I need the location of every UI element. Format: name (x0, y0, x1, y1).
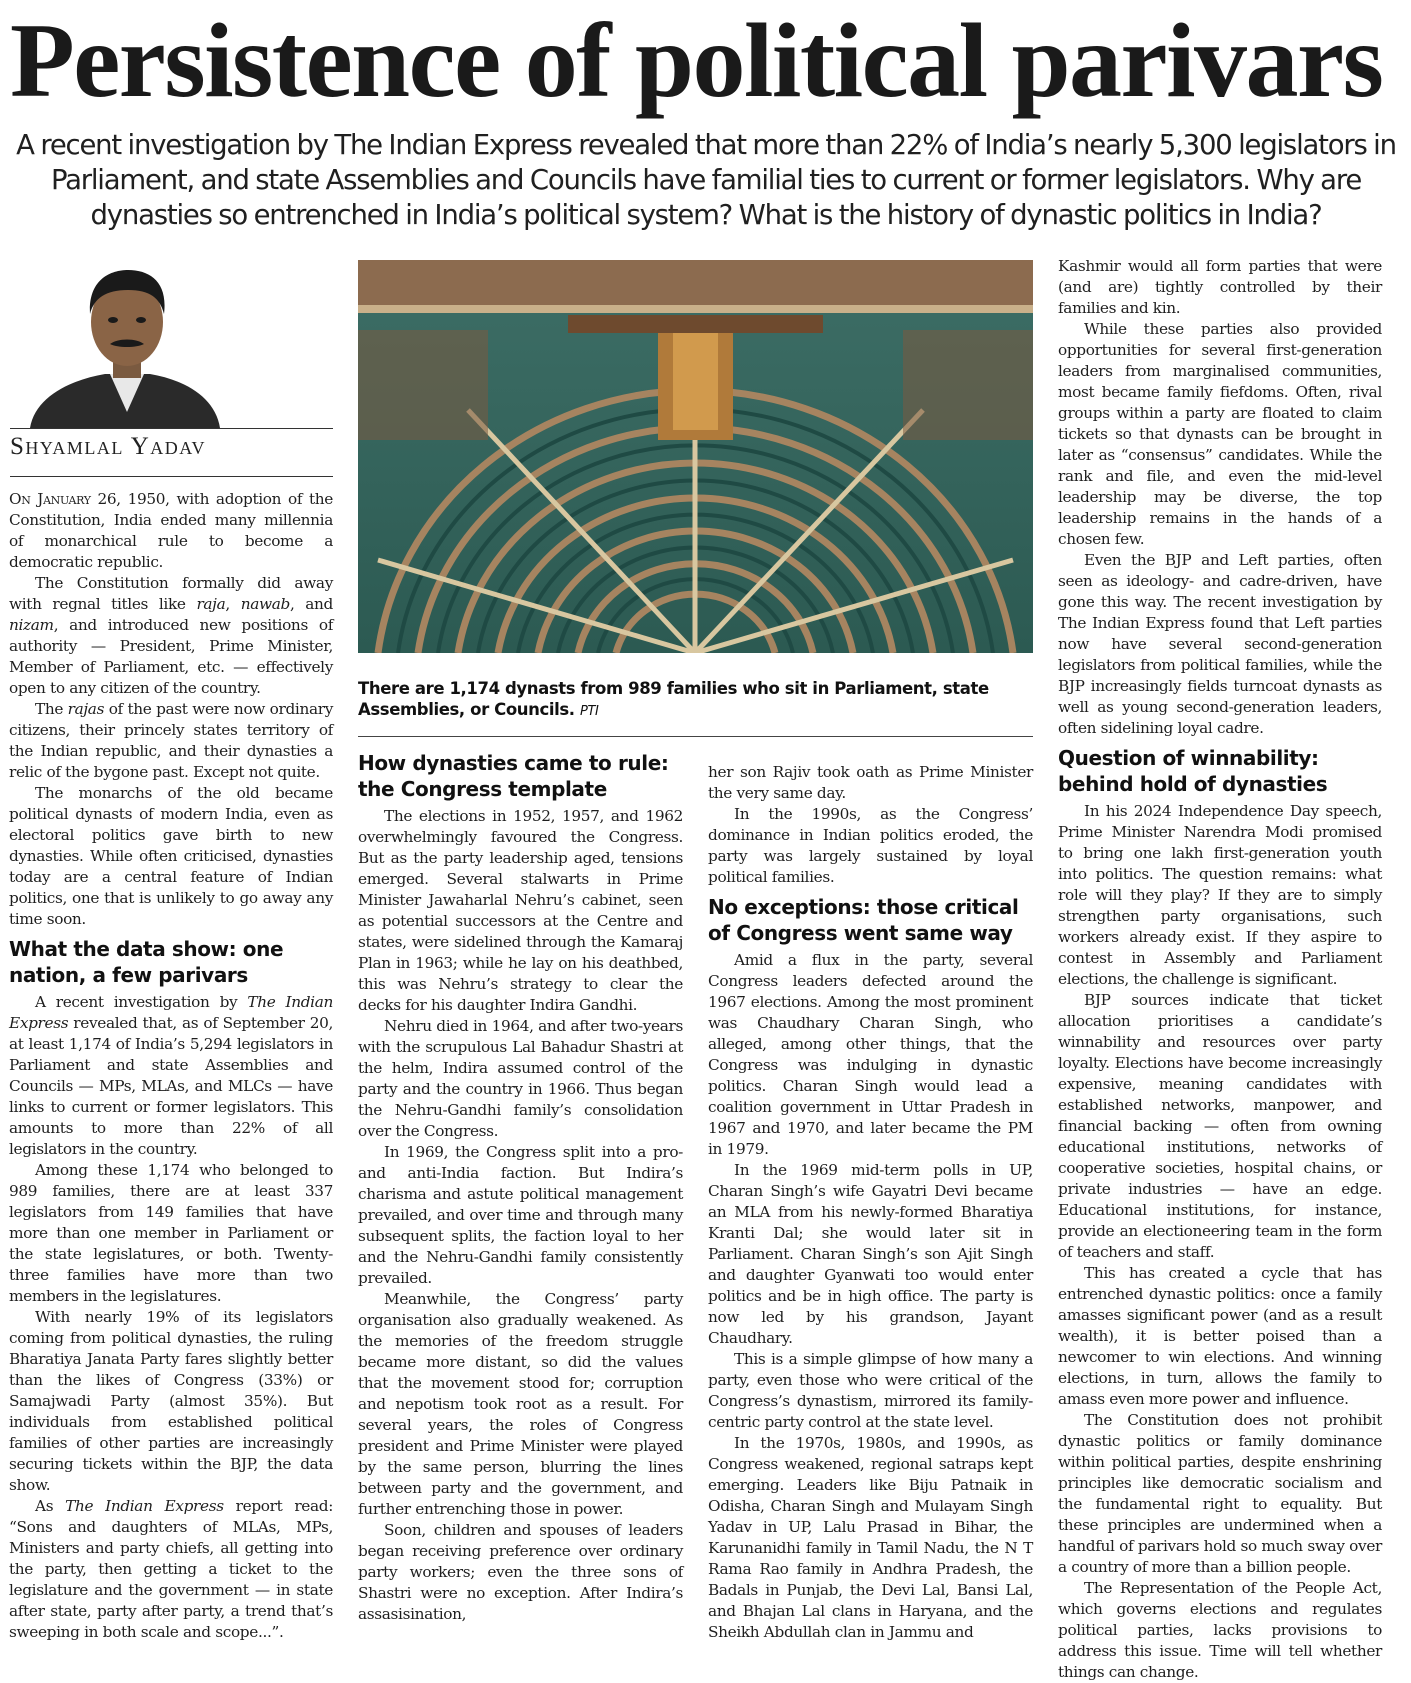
col4-para-0: Kashmir would all form parties that were (and are) tightly controlled by their families and kin. (1058, 257, 1382, 317)
caption-rule (358, 736, 1033, 737)
author-portrait (10, 262, 333, 428)
col3-para-4: This is a simple glimpse of how many a party, even those who were critical of the Congress’s dynastism, mirrored its family-centric party control at the state level. (708, 1350, 1033, 1431)
column-3 (708, 762, 1033, 1643)
column-1 (9, 489, 333, 1643)
col3-subhead: No exceptions: those critical of Congress went same way (708, 895, 1019, 945)
col1-para-3: The rajas of the past were now ordinary citizens, their princely states territory of the Indian republic, and their dynasties a relic of the bygone past. Except not quite. (9, 700, 333, 781)
col3-para-2: Amid a flux in the party, several Congress leaders defected around the 1967 elections. Among the most prominent was Chaudhary Charan Singh, who alleged, among other things, that the Congress was indulging in dynastic politics. Charan Singh would lead a coalition government in Uttar Pradesh in 1967 and 1970, and later became the PM in 1979. (708, 951, 1033, 1158)
col1-para-6: Among these 1,174 who belonged to 989 families, there are at least 337 legislators from 149 families that have more than one member in Parliament or the state legislatures, or both. Twenty-three families have more than two members in the legislatures. (9, 1161, 333, 1305)
col2-para-2: Nehru died in 1964, and after two-years with the scrupulous Lal Bahadur Shastri at the helm, Indira assumed control of the party and the country in 1966. Thus began the Nehru-Gandhi family’s consolidation over the Congress. (358, 1017, 683, 1140)
col2-para-4: Meanwhile, the Congress’ party organisation also gradually weakened. As the memories of the freedom struggle became more distant, so did the values that the movement stood for; corruption and nepotism took root as a result. For several years, the roles of Congress president and Prime Minister were played by the same person, blurring the lines between party and the government, and further entrenching those in power. (358, 1290, 683, 1518)
col3-para-5: In the 1970s, 1980s, and 1990s, as Congress weakened, regional satraps kept emerging. Leaders like Biju Patnaik in Odisha, Charan Singh and Mulayam Singh Yadav in UP, Lalu Prasad in Bihar, the Karunanidhi family in Tamil Nadu, the N T Rama Rao family in Andhra Pradesh, the Badals in Punjab, the Devi Lal, Bansi Lal, and Bhajan Lal clans in Haryana, and the Sheikh Abdullah clan in Jammu and (708, 1434, 1033, 1641)
col4-para-3: In his 2024 Independence Day speech, Prime Minister Narendra Modi promised to bring one lakh first-generation youth into politics. The question remains: what role will they play? If they are to simply strengthen party organisations, such workers already exist. If they aspire to contest in Assembly and Parliament elections, the challenge is significant. (1058, 802, 1382, 988)
col1-para-7: With nearly 19% of its legislators coming from political dynasties, the ruling Bharatiya Janata Party fares slightly better than the likes of Congress (33%) or Samajwadi Party (almost 35%). But individuals from established political families of other parties are increasingly securing tickets within the BJP, the data show. (9, 1308, 333, 1494)
col3-para-1: In the 1990s, as the Congress’ dominance in Indian politics eroded, the party was largely sustained by loyal political families. (708, 805, 1033, 886)
col1-para-1: On January 26, 1950, with adoption of the Constitution, India ended many millennia of monarchical rule to become a democratic republic. (9, 490, 333, 571)
photo-caption (358, 678, 1033, 722)
col2-para-3: In 1969, the Congress split into a pro- and anti-India faction. But Indira’s charisma and astute political management prevailed, and over time and through many subsequent splits, the faction loyal to her and the Nehru-Gandhi family consistently prevailed. (358, 1143, 683, 1287)
col1-para-5: A recent investigation by The Indian Express revealed that, as of September 20, at least 1,174 of India’s 5,294 legislators in Parliament and state Assemblies and Councils — MPs, MLAs, and MLCs — have links to current or former legislators. This amounts to more than 22% of all legislators in the country. (9, 993, 333, 1158)
column-2 (358, 750, 683, 1625)
headline: Persistence of political parivars (10, 2, 1383, 119)
standfirst: A recent investigation by The Indian Express revealed that more than 22% of India’s nearly 5,300 legislators in Parliament, and state Assemblies and Councils have familial ties to current or former legislators. Why are dynasties so entrenched in India’s political system? What is the history of dynastic politics in India? (16, 129, 1396, 231)
col4-para-4: BJP sources indicate that ticket allocation prioritises a candidate’s winnability and resources over party loyalty. Elections have become increasingly expensive, meaning candidates with established networks, manpower, and financial backing — often from owning educational institutions, networks of cooperative societies, hospital chains, or private industries — have an edge. Educational institutions, for instance, provide an electioneering team in the form of teachers and staff. (1058, 991, 1382, 1261)
col4-para-1: While these parties also provided opportunities for several first-generation leaders from marginalised communities, most became family fiefdoms. Often, rival groups within a party are floated to claim tickets so that dynasts can be brought in later as “consensus” candidates. While the rank and file, and even the mid-level leadership may be diverse, the top leadership remains in the hands of a chosen few. (1058, 320, 1382, 548)
col1-para-4: The monarchs of the old became political dynasts of modern India, even as electoral politics gave birth to new dynasties. While often criticised, dynasties today are a central feature of Indian politics, one that is unlikely to go away any time soon. (9, 784, 333, 928)
col1-subhead: What the data show: one nation, a few parivars (9, 937, 284, 987)
col4-para-5: This has created a cycle that has entrenched dynastic politics: once a family amasses significant power (and as a result wealth), it is better poised than a newcomer to win elections. And winning elections, in turn, allows the family to amass even more power and influence. (1058, 1264, 1382, 1408)
caption-text: There are 1,174 dynasts from 989 families who sit in Parliament, state Assemblies, or Councils. (358, 679, 989, 719)
byline-rule-bottom (10, 476, 333, 477)
col3-para-3: In the 1969 mid-term polls in UP, Charan Singh’s wife Gayatri Devi became an MLA from his newly-formed Bharatiya Kranti Dal; she would later sit in Parliament. Charan Singh’s son Ajit Singh and daughter Gyanwati too would enter politics and be in high office. The party is now led by his grandson, Jayant Chaudhary. (708, 1161, 1033, 1347)
col4-para-7: The Representation of the People Act, which governs elections and regulates political parties, lacks provisions to address this issue. Time will tell whether things can change. (1058, 1579, 1382, 1681)
col2-subhead: How dynasties came to rule: the Congress template (358, 751, 669, 801)
col4-para-6: The Constitution does not prohibit dynastic politics or family dominance within political parties, despite enshrining principles like democratic socialism and the fundamental right to equality. But these principles are undermined when a handful of parivars hold so much sway over a country of more than a billion people. (1058, 1411, 1382, 1576)
col4-para-2: Even the BJP and Left parties, often seen as ideology- and cadre-driven, have gone this way. The recent investigation by The Indian Express found that Left parties now have several second-generation legislators from political families, while the BJP increasingly fields turncoat dynasts as well as young second-generation leaders, often sidelining loyal cadre. (1058, 551, 1382, 737)
column-4 (1058, 256, 1382, 1683)
byline: Shyamlal Yadav (10, 433, 206, 460)
byline-rule-top (10, 428, 333, 429)
col2-para-5: Soon, children and spouses of leaders began receiving preference over ordinary party workers; even the three sons of Shastri were no exception. After Indira’s assasisination, (358, 1521, 683, 1623)
photo-credit: PTI (580, 704, 599, 719)
col3-para-0: her son Rajiv took oath as Prime Minister the very same day. (708, 763, 1033, 802)
col1-para-2: The Constitution formally did away with regnal titles like raja, nawab, and nizam, and introduced new positions of authority — President, Prime Minister, Member of Parliament, etc. — effectively open to any citizen of the country. (9, 574, 333, 697)
col2-para-1: The elections in 1952, 1957, and 1962 overwhelmingly favoured the Congress. But as the party leadership aged, tensions emerged. Several stalwarts in Prime Minister Jawaharlal Nehru’s cabinet, seen as potential successors at the Centre and states, were sidelined through the Kamaraj Plan in 1963; while he lay on his deathbed, this was Nehru’s strategy to clear the decks for his daughter Indira Gandhi. (358, 807, 683, 1014)
col1-para-8: As The Indian Express report read: “Sons and daughters of MLAs, MPs, Ministers and party chiefs, all getting into the party, then getting a ticket to the legislature and the government — in state after state, party after party, a trend that’s sweeping in both scale and scope...”. (9, 1497, 333, 1641)
col1-lead-in: On January 26, 1950, (9, 490, 170, 508)
col4-subhead: Question of winnability: behind hold of dynasties (1058, 746, 1328, 796)
parliament-chamber-photo (358, 260, 1033, 653)
